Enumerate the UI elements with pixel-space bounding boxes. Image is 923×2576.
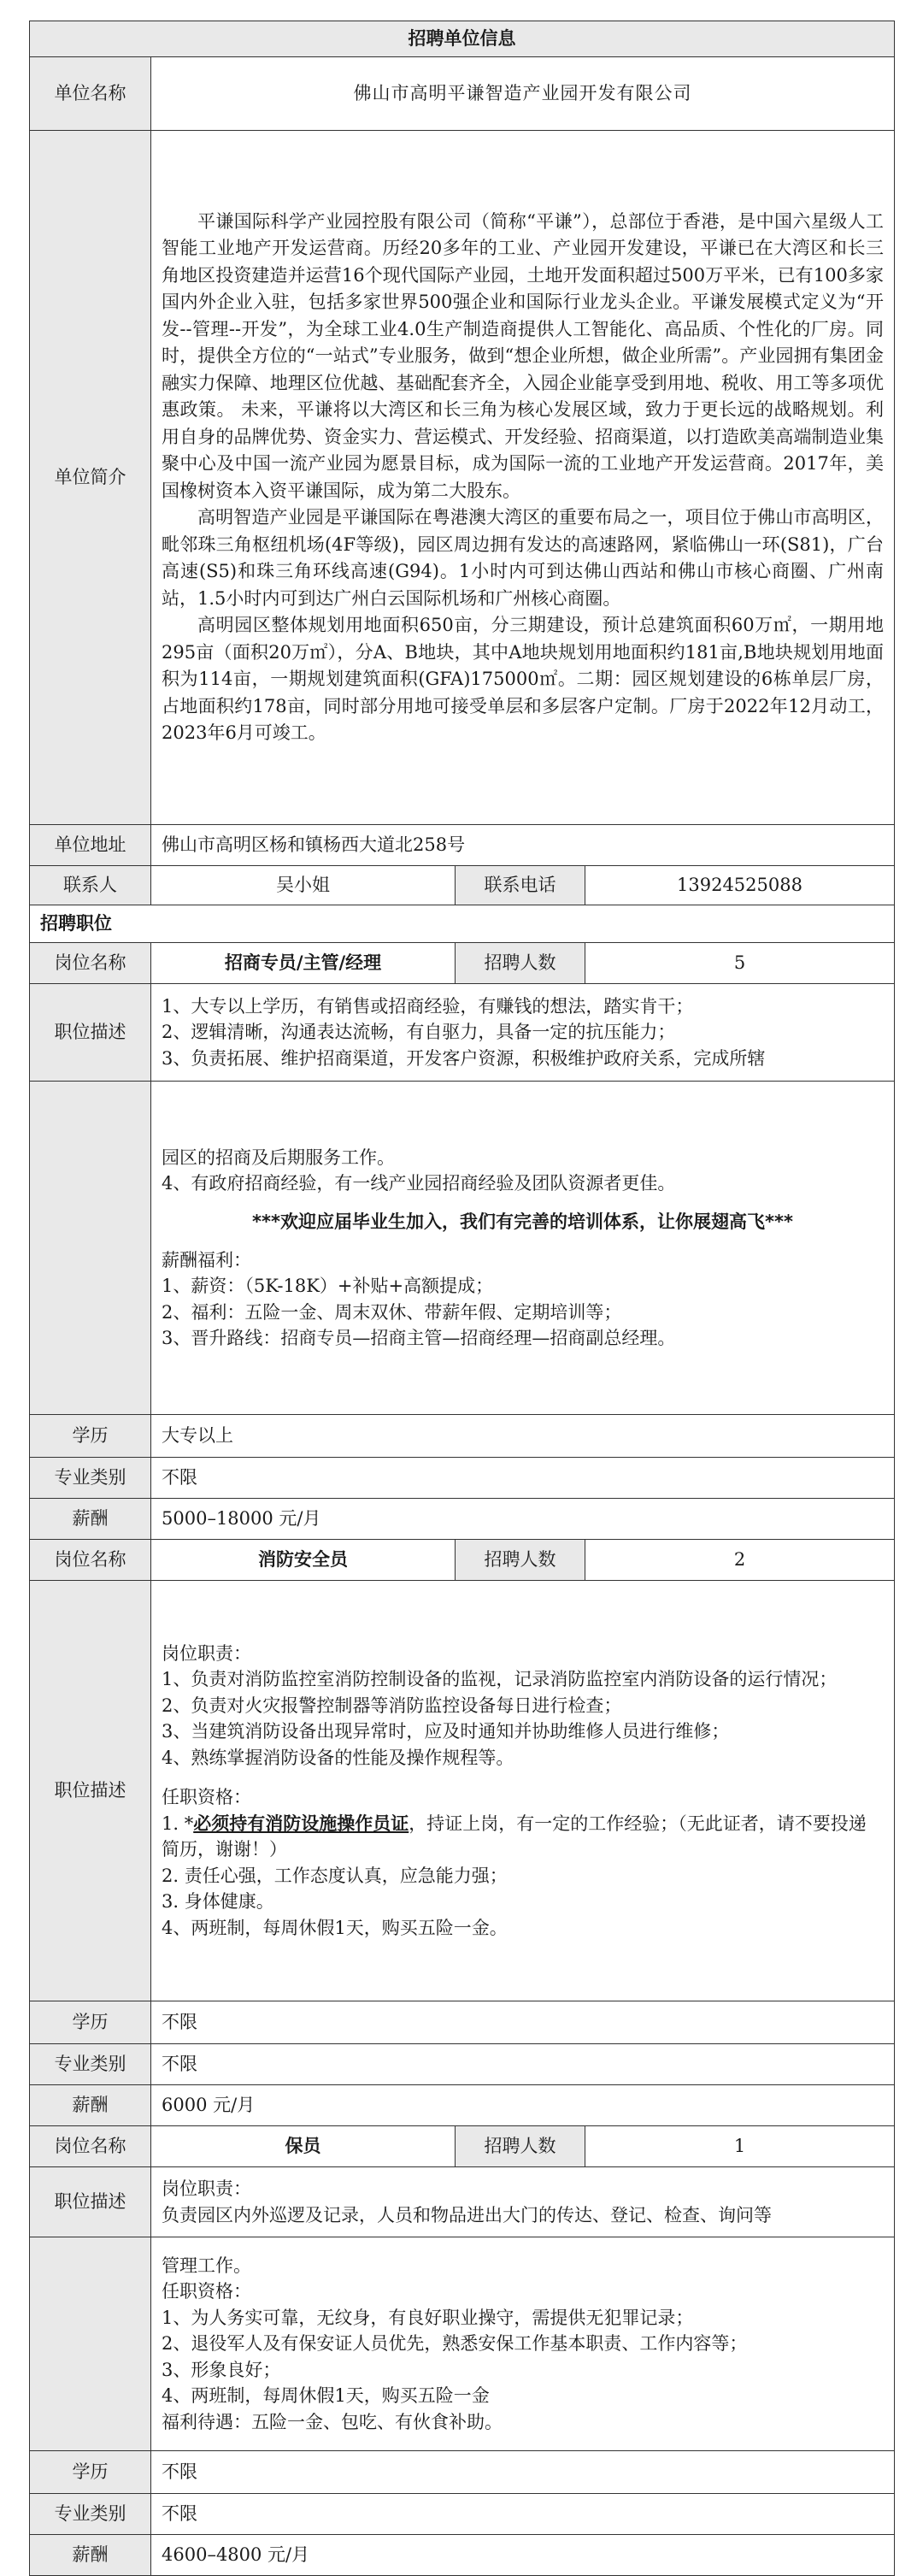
job2-count-label: 招聘人数	[456, 1540, 585, 1581]
job2-duty-line: 1、负责对消防监控室消防控制设备的监视，记录消防监控室内消防设备的运行情况；	[162, 1669, 838, 1690]
job3-count: 1	[585, 2126, 895, 2167]
contact-label: 联系人	[30, 866, 151, 905]
job2-major: 不限	[151, 2044, 895, 2085]
job3-desc-line: 福利待遇：五险一金、包吃、有伙食补助。	[162, 2411, 503, 2432]
job3-major: 不限	[151, 2494, 895, 2535]
job1-title: 招商专员/主管/经理	[151, 943, 456, 984]
job3-desc-line: 1、为人务实可靠，无纹身，有良好职业操守，需提供无犯罪记录；	[162, 2307, 694, 2328]
job1-desc-line: 1、大专以上学历，有销售或招商经验，有赚钱的想法，踏实肯干；	[162, 995, 694, 1017]
job3-edu-label: 学历	[30, 2451, 151, 2494]
job1-benefit-line: 3、晋升路线：招商专员—招商主管—招商经理—招商副总经理。	[162, 1328, 676, 1348]
job2-req1-suffix: ，持证上岗，有一定的工作经验；（无此证者，请不要投递简历，谢谢！）	[162, 1813, 867, 1860]
job3-major-label: 专业类别	[30, 2494, 151, 2535]
job2-edu: 不限	[151, 2001, 895, 2044]
job2-desc	[151, 1581, 895, 2001]
job3-desc-line: 管理工作。	[162, 2255, 251, 2276]
job1-desc-line: 2、逻辑清晰，沟通表达流畅，有自驱力，具备一定的抗压能力；	[162, 1022, 676, 1043]
job2-duty-line: 4、熟练掌握消防设备的性能及操作规程等。	[162, 1747, 514, 1768]
address-value: 佛山市高明区杨和镇杨西大道北258号	[151, 825, 895, 866]
job1-position-label: 岗位名称	[30, 943, 151, 984]
info-table	[29, 21, 895, 2576]
job3-desc-line: 岗位职责：	[162, 2178, 251, 2199]
job3-salary-label: 薪酬	[30, 2535, 151, 2576]
job1-desc-part2	[151, 1082, 895, 1415]
intro-paragraph: 高明园区整体规划用地面积650亩，分三期建设，预计总建筑面积60万㎡，一期用地295亩（面积20万㎡），分A、B地块，其中A地块规划用地面积约181亩,B地块规划用地面积为114亩，一期规划建筑面积(GFA)175000㎡。二期：园区规划建设的6栋单层厂房，占地面积约178亩，同时部分用地可接受单层和多层客户定制。厂房于2022年12月动工，2023年6月可竣工。	[162, 615, 884, 743]
job1-desc-line: 3、负责拓展、维护招商渠道，开发客户资源，积极维护政府关系，完成所辖	[162, 1047, 766, 1069]
company-intro-label: 单位简介	[30, 131, 151, 825]
phone-value: 13924525088	[585, 866, 895, 905]
job3-desc-line: 3、形象良好；	[162, 2359, 281, 2380]
form-header: 招聘单位信息	[30, 21, 895, 57]
job3-desc-line: 2、退役军人及有保安证人员优先，熟悉安保工作基本职责、工作内容等；	[162, 2333, 748, 2355]
job2-req-line: 4、两班制，每周休假1天，购买五险一金。	[162, 1917, 508, 1938]
intro-paragraph: 高明智造产业园是平谦国际在粤港澳大湾区的重要布局之一，项目位于佛山市高明区，毗邻珠三角枢纽机场(4F等级)，园区周边拥有发达的高速路网，紧临佛山一环(S81)，广台高速(S5)和珠三角环线高速(G94)。1小时内可到达佛山西站和佛山市核心商圈、广州南站，1.5小时内可到达广州白云国际机场和广州核心商圈。	[162, 507, 884, 609]
job3-desc-line: 负责园区内外巡逻及记录，人员和物品进出大门的传达、登记、检查、询问等	[162, 2204, 772, 2225]
job1-desc-line: 园区的招商及后期服务工作。	[162, 1147, 395, 1168]
job2-title: 消防安全员	[151, 1540, 456, 1581]
job1-benefit-line: 2、福利：五险一金、周末双休、带薪年假、定期培训等；	[162, 1301, 622, 1323]
job3-edu: 不限	[151, 2451, 895, 2494]
job1-benefit-line: 1、薪资：（5K-18K）+补贴+高额提成；	[162, 1276, 494, 1296]
job1-major: 不限	[151, 1458, 895, 1499]
company-name-label: 单位名称	[30, 57, 151, 131]
job2-duty-line: 3、当建筑消防设备出现异常时，应及时通知并协助维修人员进行维修；	[162, 1721, 730, 1742]
job1-edu: 大专以上	[151, 1415, 895, 1458]
phone-label: 联系电话	[456, 866, 585, 905]
company-name: 佛山市高明平谦智造产业园开发有限公司	[151, 57, 895, 131]
job2-req-title: 任职资格：	[162, 1787, 251, 1808]
recruitment-form	[29, 21, 894, 2576]
job3-title: 保员	[151, 2126, 456, 2167]
job1-desc-part1	[151, 984, 895, 1082]
job1-desc-label: 职位描述	[30, 984, 151, 1082]
job3-desc-line: 4、两班制，每周休假1天，购买五险一金	[162, 2385, 490, 2407]
job2-major-label: 专业类别	[30, 2044, 151, 2085]
job3-position-label: 岗位名称	[30, 2126, 151, 2167]
intro-paragraph: 平谦国际科学产业园控股有限公司（简称“平谦”），总部位于香港，是中国六星级人工智能工业地产开发运营商。历经20多年的工业、产业园开发建设，平谦已在大湾区和长三角地区投资建造并运营16个现代国际产业园，土地开发面积超过500万平米，已有100多家国内外企业入驻，包括多家世界500强企业和国际行业龙头企业。平谦发展模式定义为“开发--管理--开发”，为全球工业4.0生产制造商提供人工智能化、高品质、个性化的厂房。同时，提供全方位的“一站式”专业服务，做到“想企业所想，做企业所需”。产业园拥有集团金融实力保障、地理区位优越、基础配套齐全，入园企业能享受到用地、税收、用工等多项优惠政策。 未来，平谦将以大湾区和长三角为核心发展区域，致力于更长远的战略规划。利用自身的品牌优势、资金实力、营运模式、开发经验、招商渠道，以打造欧美高端制造业集聚中心及中国一流产业园为愿景目标，成为国际一流的工业地产开发运营商。2017年，美国橡树资本入资平谦国际，成为第二大股东。	[162, 210, 884, 501]
job3-count-label: 招聘人数	[456, 2126, 585, 2167]
job1-promo: ***欢迎应届毕业生加入，我们有完善的培训体系，让你展翅高飞***	[252, 1211, 793, 1232]
job2-req-line	[162, 1811, 884, 1863]
job3-desc-part1	[151, 2167, 895, 2237]
job2-salary-label: 薪酬	[30, 2085, 151, 2126]
job1-salary: 5000–18000 元/月	[151, 1499, 895, 1540]
job2-count: 2	[585, 1540, 895, 1581]
job2-salary: 6000 元/月	[151, 2085, 895, 2126]
job3-desc-part2	[151, 2237, 895, 2451]
job3-desc-label: 职位描述	[30, 2167, 151, 2237]
job2-position-label: 岗位名称	[30, 1540, 151, 1581]
job1-major-label: 专业类别	[30, 1458, 151, 1499]
job2-req1-prefix: 1. *	[162, 1813, 194, 1834]
job2-req-line: 2. 责任心强，工作态度认真，应急能力强；	[162, 1865, 508, 1886]
job2-edu-label: 学历	[30, 2001, 151, 2044]
job2-duty-line: 岗位职责：	[162, 1642, 251, 1664]
company-intro	[151, 131, 895, 825]
address-label: 单位地址	[30, 825, 151, 866]
job1-salary-label: 薪酬	[30, 1499, 151, 1540]
job1-count-label: 招聘人数	[456, 943, 585, 984]
job2-req-line: 3. 身体健康。	[162, 1891, 274, 1913]
job2-duty-line: 2、负责对火灾报警控制器等消防监控设备每日进行检查；	[162, 1695, 622, 1716]
job2-req1-emphasis: 必须持有消防设施操作员证	[193, 1812, 409, 1834]
positions-header: 招聘职位	[30, 905, 895, 943]
job1-edu-label: 学历	[30, 1415, 151, 1458]
job2-desc-label: 职位描述	[30, 1581, 151, 2001]
job3-salary: 4600–4800 元/月	[151, 2535, 895, 2576]
job1-benefit-line: 薪酬福利：	[162, 1249, 251, 1270]
contact-value: 吴小姐	[151, 866, 456, 905]
job1-count: 5	[585, 943, 895, 984]
job3-desc-line: 任职资格：	[162, 2281, 251, 2302]
job1-desc-line: 4、有政府招商经验，有一线产业园招商经验及团队资源者更佳。	[162, 1173, 676, 1194]
